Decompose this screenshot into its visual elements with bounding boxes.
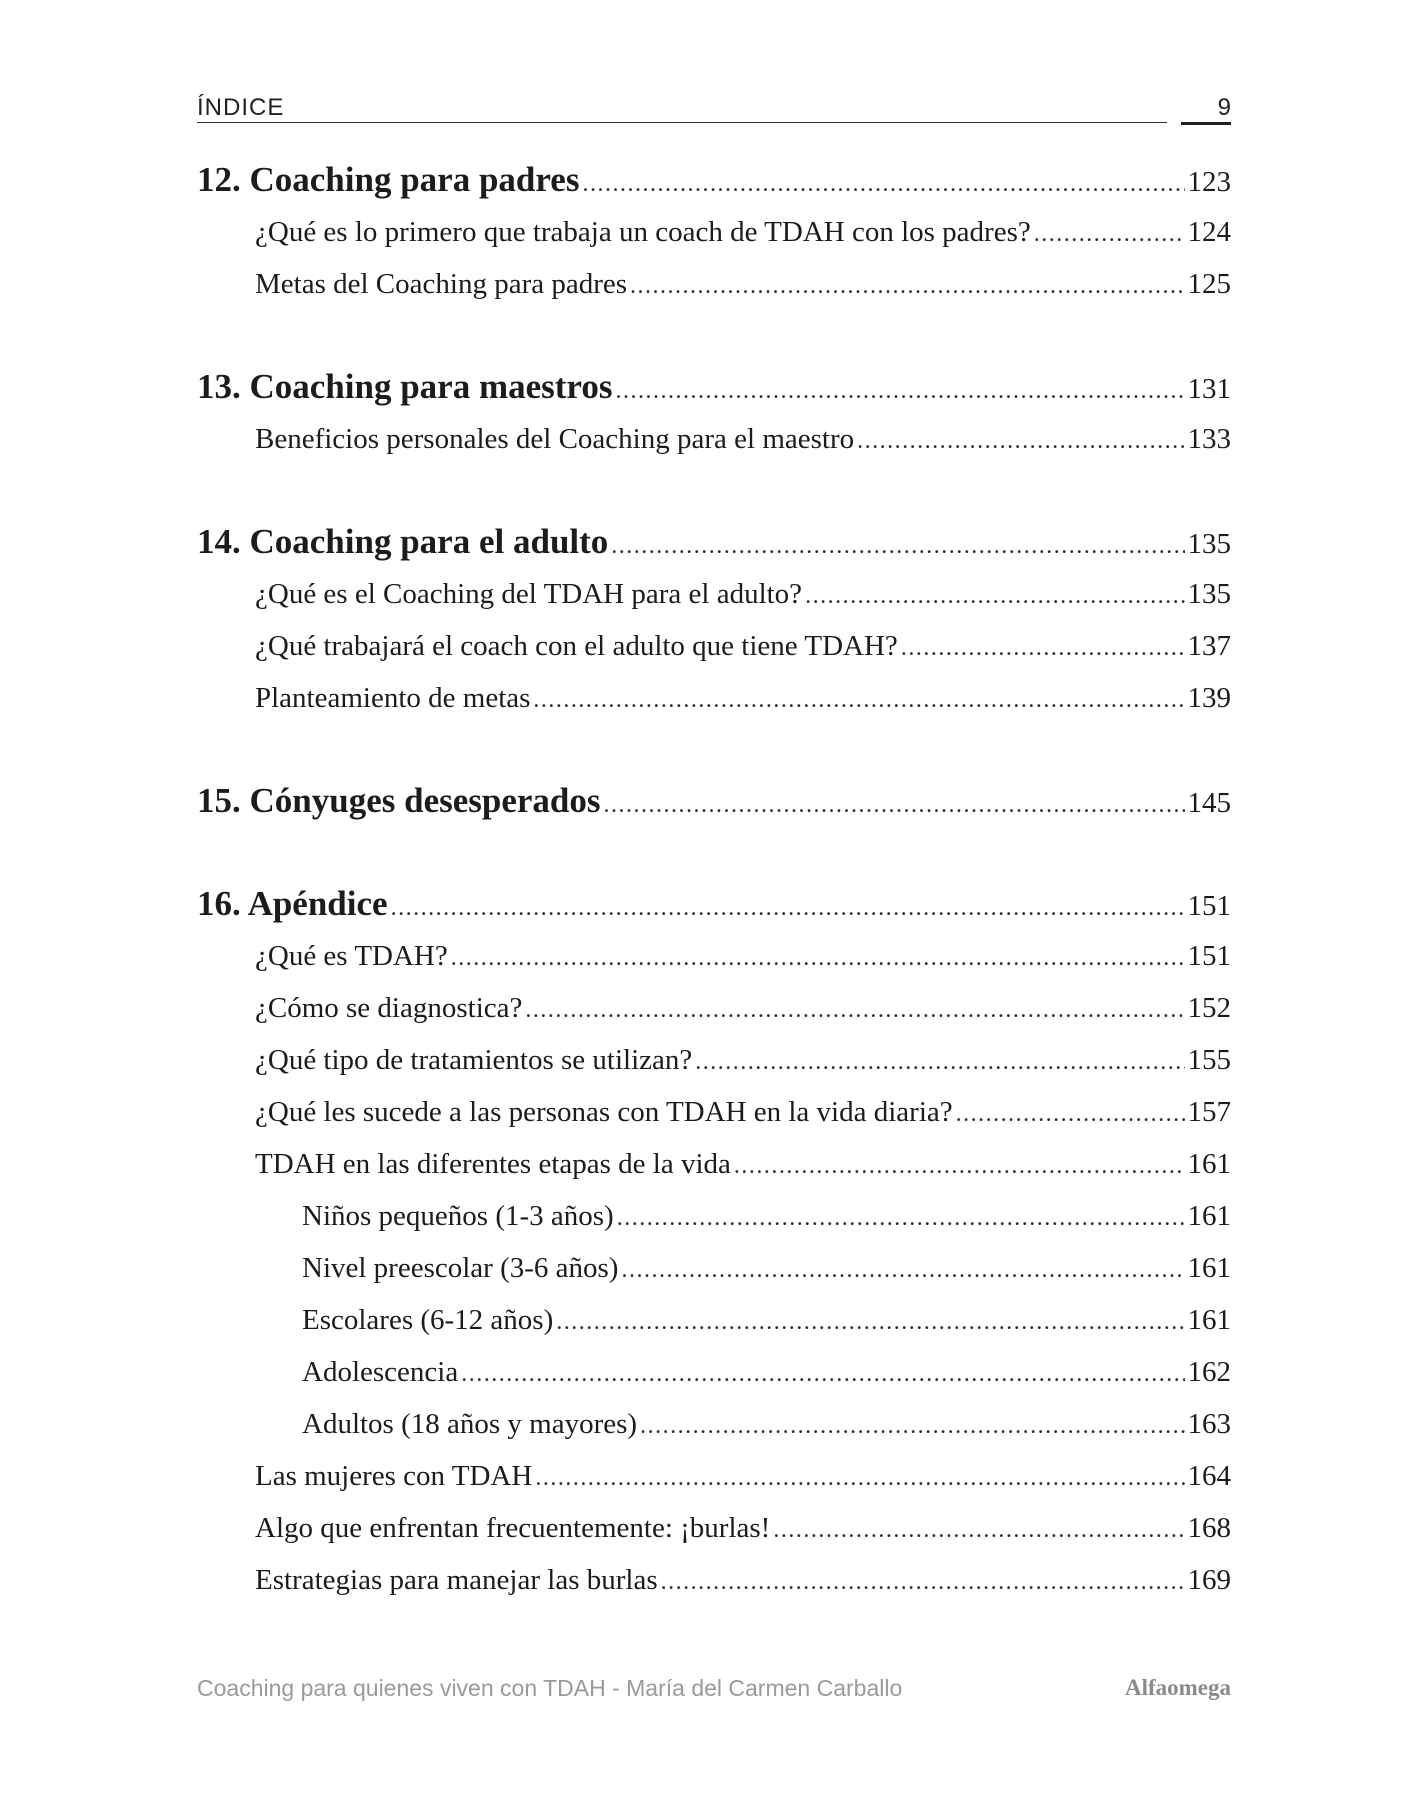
toc-section-title: Beneficios personales del Coaching para el maestro xyxy=(255,423,855,455)
page-footer xyxy=(197,1675,1231,1707)
toc-section[interactable] xyxy=(197,419,1231,459)
toc-section[interactable] xyxy=(197,1092,1231,1132)
toc-subsubsection[interactable] xyxy=(197,1196,1231,1236)
dot-leader xyxy=(640,1406,1184,1446)
toc-chapter-title: 16. Apéndice xyxy=(197,884,388,923)
toc-subsubsection[interactable] xyxy=(197,1248,1231,1288)
footer-book-reference: Coaching para quienes viven con TDAH - María del Carmen Carballo xyxy=(197,1675,903,1701)
toc-subsubsection-page: 161 xyxy=(1187,1252,1231,1284)
toc-section-page: 161 xyxy=(1187,1148,1231,1180)
toc-chapter-page: 151 xyxy=(1187,890,1231,922)
toc-section-page: 168 xyxy=(1187,1512,1231,1544)
toc-section[interactable] xyxy=(197,936,1231,976)
dot-leader xyxy=(695,1042,1184,1082)
toc-section-page: 139 xyxy=(1187,682,1231,714)
toc-chapter-title: 14. Coaching para el adulto xyxy=(197,522,609,561)
toc-section-page: 135 xyxy=(1187,578,1231,610)
dot-leader xyxy=(604,785,1185,825)
toc-section-page: 124 xyxy=(1187,216,1231,248)
toc-section-title: ¿Qué trabajará el coach con el adulto que tiene TDAH? xyxy=(255,630,898,662)
toc-section-title: Estrategias para manejar las burlas xyxy=(255,1564,658,1596)
dot-leader xyxy=(901,628,1185,668)
header-page-number: 9 xyxy=(1217,94,1231,121)
chapter-spacer xyxy=(197,833,1231,884)
dot-leader xyxy=(615,371,1184,411)
toc-section-title: Planteamiento de metas xyxy=(255,682,531,714)
toc-section-page: 133 xyxy=(1187,423,1231,455)
table-of-contents xyxy=(197,160,1231,1612)
toc-section-title: ¿Qué es lo primero que trabaja un coach de TDAH con los padres? xyxy=(255,216,1031,248)
dot-leader xyxy=(451,938,1185,978)
dot-leader xyxy=(661,1562,1185,1602)
dot-leader xyxy=(734,1146,1185,1186)
toc-section[interactable] xyxy=(197,1508,1231,1548)
dot-leader xyxy=(556,1302,1184,1342)
dot-leader xyxy=(611,526,1184,566)
toc-chapter-page: 135 xyxy=(1187,528,1231,560)
toc-section-page: 137 xyxy=(1187,630,1231,662)
toc-section-page: 155 xyxy=(1187,1044,1231,1076)
chapter-spacer xyxy=(197,316,1231,367)
toc-chapter-page: 145 xyxy=(1187,787,1231,819)
toc-chapter-title: 15. Cónyuges desesperados xyxy=(197,781,601,820)
dot-leader xyxy=(1034,214,1185,254)
toc-subsubsection-title: Adolescencia xyxy=(302,1356,459,1388)
header-section-title: ÍNDICE xyxy=(197,94,285,121)
dot-leader xyxy=(857,421,1184,461)
toc-chapter-title: 13. Coaching para maestros xyxy=(197,367,613,406)
toc-section-title: ¿Qué tipo de tratamientos se utilizan? xyxy=(255,1044,693,1076)
toc-subsubsection-page: 161 xyxy=(1187,1200,1231,1232)
toc-chapter[interactable] xyxy=(197,522,1231,562)
toc-subsubsection-page: 162 xyxy=(1187,1356,1231,1388)
toc-section-title: ¿Qué es TDAH? xyxy=(255,940,448,972)
toc-section-title: ¿Cómo se diagnostica? xyxy=(255,992,523,1024)
toc-section[interactable] xyxy=(197,1144,1231,1184)
toc-section-title: ¿Qué es el Coaching del TDAH para el adulto? xyxy=(255,578,803,610)
toc-section-page: 169 xyxy=(1187,1564,1231,1596)
toc-section[interactable] xyxy=(197,264,1231,304)
toc-section[interactable] xyxy=(197,1040,1231,1080)
chapter-spacer xyxy=(197,471,1231,522)
toc-subsubsection-title: Adultos (18 años y mayores) xyxy=(302,1408,638,1440)
toc-section-page: 151 xyxy=(1187,940,1231,972)
toc-section-page: 157 xyxy=(1187,1096,1231,1128)
dot-leader xyxy=(391,888,1185,928)
toc-section-title: TDAH en las diferentes etapas de la vida xyxy=(255,1148,731,1180)
toc-section-title: Las mujeres con TDAH xyxy=(255,1460,533,1492)
toc-section-title: ¿Qué les sucede a las personas con TDAH en la vida diaria? xyxy=(255,1096,953,1128)
dot-leader xyxy=(461,1354,1184,1394)
toc-chapter[interactable] xyxy=(197,160,1231,200)
dot-leader xyxy=(525,990,1184,1030)
toc-section[interactable] xyxy=(197,574,1231,614)
toc-section-page: 164 xyxy=(1187,1460,1231,1492)
toc-section-title: Algo que enfrentan frecuentemente: ¡burlas! xyxy=(255,1512,771,1544)
dot-leader xyxy=(582,164,1184,204)
toc-chapter-page: 123 xyxy=(1187,166,1231,198)
toc-subsubsection-page: 161 xyxy=(1187,1304,1231,1336)
toc-section[interactable] xyxy=(197,1456,1231,1496)
toc-section-page: 125 xyxy=(1187,268,1231,300)
dot-leader xyxy=(956,1094,1185,1134)
footer-publisher-logo: Alfaomega xyxy=(1124,1675,1231,1700)
chapter-spacer xyxy=(197,730,1231,781)
toc-chapter[interactable] xyxy=(197,781,1231,821)
toc-section[interactable] xyxy=(197,1560,1231,1600)
toc-subsubsection[interactable] xyxy=(197,1300,1231,1340)
toc-subsubsection[interactable] xyxy=(197,1352,1231,1392)
toc-section-title: Metas del Coaching para padres xyxy=(255,268,628,300)
toc-section[interactable] xyxy=(197,678,1231,718)
header-rule xyxy=(197,122,1167,123)
toc-subsubsection[interactable] xyxy=(197,1404,1231,1444)
dot-leader xyxy=(533,680,1184,720)
toc-section[interactable] xyxy=(197,626,1231,666)
toc-chapter-title: 12. Coaching para padres xyxy=(197,160,580,199)
dot-leader xyxy=(773,1510,1184,1550)
toc-chapter-page: 131 xyxy=(1187,373,1231,405)
toc-subsubsection-title: Nivel preescolar (3-6 años) xyxy=(302,1252,619,1284)
running-header xyxy=(197,88,1231,128)
toc-chapter[interactable] xyxy=(197,884,1231,924)
dot-leader xyxy=(535,1458,1184,1498)
dot-leader xyxy=(621,1250,1184,1290)
toc-section[interactable] xyxy=(197,988,1231,1028)
toc-subsubsection-page: 163 xyxy=(1187,1408,1231,1440)
toc-chapter[interactable] xyxy=(197,367,1231,407)
page-number-rule xyxy=(1181,122,1231,125)
dot-leader xyxy=(617,1198,1185,1238)
dot-leader xyxy=(630,266,1184,306)
toc-section-page: 152 xyxy=(1187,992,1231,1024)
toc-subsubsection-title: Niños pequeños (1-3 años) xyxy=(302,1200,614,1232)
dot-leader xyxy=(805,576,1184,616)
toc-section[interactable] xyxy=(197,212,1231,252)
toc-subsubsection-title: Escolares (6-12 años) xyxy=(302,1304,554,1336)
